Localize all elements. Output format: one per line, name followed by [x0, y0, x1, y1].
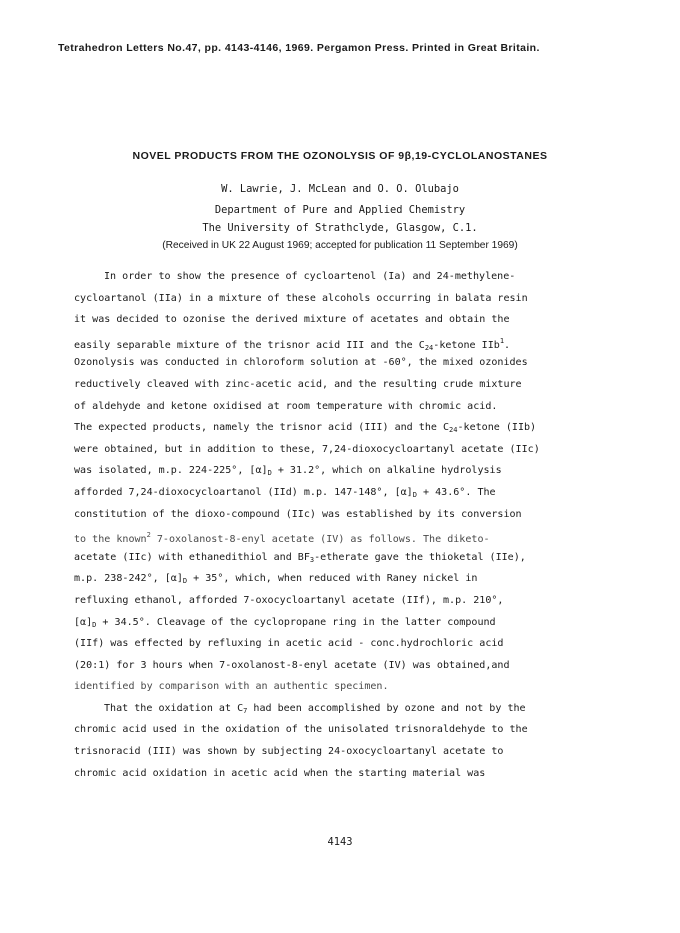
body-line: refluxing ethanol, afforded 7-oxocycloartanyl acetate (IIf), m.p. 210°, — [74, 594, 504, 606]
received-dates: (Received in UK 22 August 1969; accepted for publication 11 September 1969) — [162, 240, 518, 251]
body-line: reductively cleaved with zinc-acetic acid, and the resulting crude mixture — [74, 378, 522, 390]
body-line: trisnoracid (III) was shown by subjecting 24-oxocycloartanyl acetate to — [74, 746, 504, 758]
body-line: That the oxidation at $C_7$ had been accomplished by ozone and not by the — [104, 702, 526, 715]
body-line: m.p. 238-242°, $[\alpha]_D + 35^\circ$, which, when reduced with Raney nickel in — [74, 573, 478, 586]
body-line: identified by comparison with an authentic specimen. — [74, 681, 389, 693]
body-line: Ozonolysis was conducted in chloroform solution at -60°, the mixed ozonides — [74, 357, 528, 369]
affiliation-department: Department of Pure and Applied Chemistry — [214, 204, 466, 216]
body-line: to the known$^2$ 7-oxolanost-8-enyl acetate (IV) as follows. The diketo- — [74, 531, 490, 546]
body-line: (20:1) for 3 hours when 7-oxolanost-8-enyl acetate (IV) was obtained,and — [74, 659, 510, 671]
body-line: was isolated, m.p. 224-225°, $[\alpha]_D + 31.2^\circ$, which on alkaline hydrolysis — [74, 465, 502, 478]
body-line: cycloartanol (IIa) in a mixture of these alcohols occurring in balata resin — [74, 292, 528, 304]
affiliation-university: The University of Strathclyde, Glasgow, C.1. — [202, 222, 478, 234]
body-line: constitution of the dioxo-compound (IIc) was established by its conversion — [74, 508, 522, 520]
body-line: it was decided to ozonise the derived mixture of acetates and obtain the — [74, 314, 510, 326]
body-line: The expected products, namely the trisnor acid (III) and the $C_{24}$-ketone (IIb) — [74, 422, 537, 435]
body-line: chromic acid used in the oxidation of the unisolated trisnoraldehyde to the — [74, 724, 528, 736]
article-body — [74, 266, 622, 784]
body-line: (IIf) was effected by refluxing in acetic acid - conc.hydrochloric acid — [74, 638, 504, 650]
page-number: 4143 — [327, 836, 353, 848]
journal-header: Tetrahedron Letters No.47, pp. 4143-4146, 1969. Pergamon Press. Printed in Great Britain. — [58, 42, 540, 54]
body-line: $[\alpha]_D + 34.5^\circ$. Cleavage of the cyclopropane ring in the latter compound — [74, 616, 496, 629]
body-line: acetate (IIc) with ethanedithiol and $BF_3$-etherate gave the thioketal (IIe), — [74, 551, 526, 564]
body-line: easily separable mixture of the trisnor acid III and the $C_{24}$-ketone IIb$^1$. — [74, 336, 511, 352]
body-line: In order to show the presence of cycloartenol (Ia) and 24-methylene- — [104, 271, 516, 282]
article-title: NOVEL PRODUCTS FROM THE OZONOLYSIS OF 9β,19-CYCLOLANOSTANES — [132, 150, 548, 162]
authors: W. Lawrie, J. McLean and O. O. Olubajo — [221, 183, 459, 195]
body-line: were obtained, but in addition to these, 7,24-dioxocycloartanyl acetate (IIc) — [74, 443, 540, 455]
body-line: of aldehyde and ketone oxidised at room temperature with chromic acid. — [74, 400, 498, 412]
body-line: afforded 7,24-dioxocycloartanol (IId) m.p. 147-148°, $[\alpha]_D + 43.6^\circ$. The — [74, 486, 496, 499]
body-line: chromic acid oxidation in acetic acid when the starting material was — [74, 767, 486, 779]
